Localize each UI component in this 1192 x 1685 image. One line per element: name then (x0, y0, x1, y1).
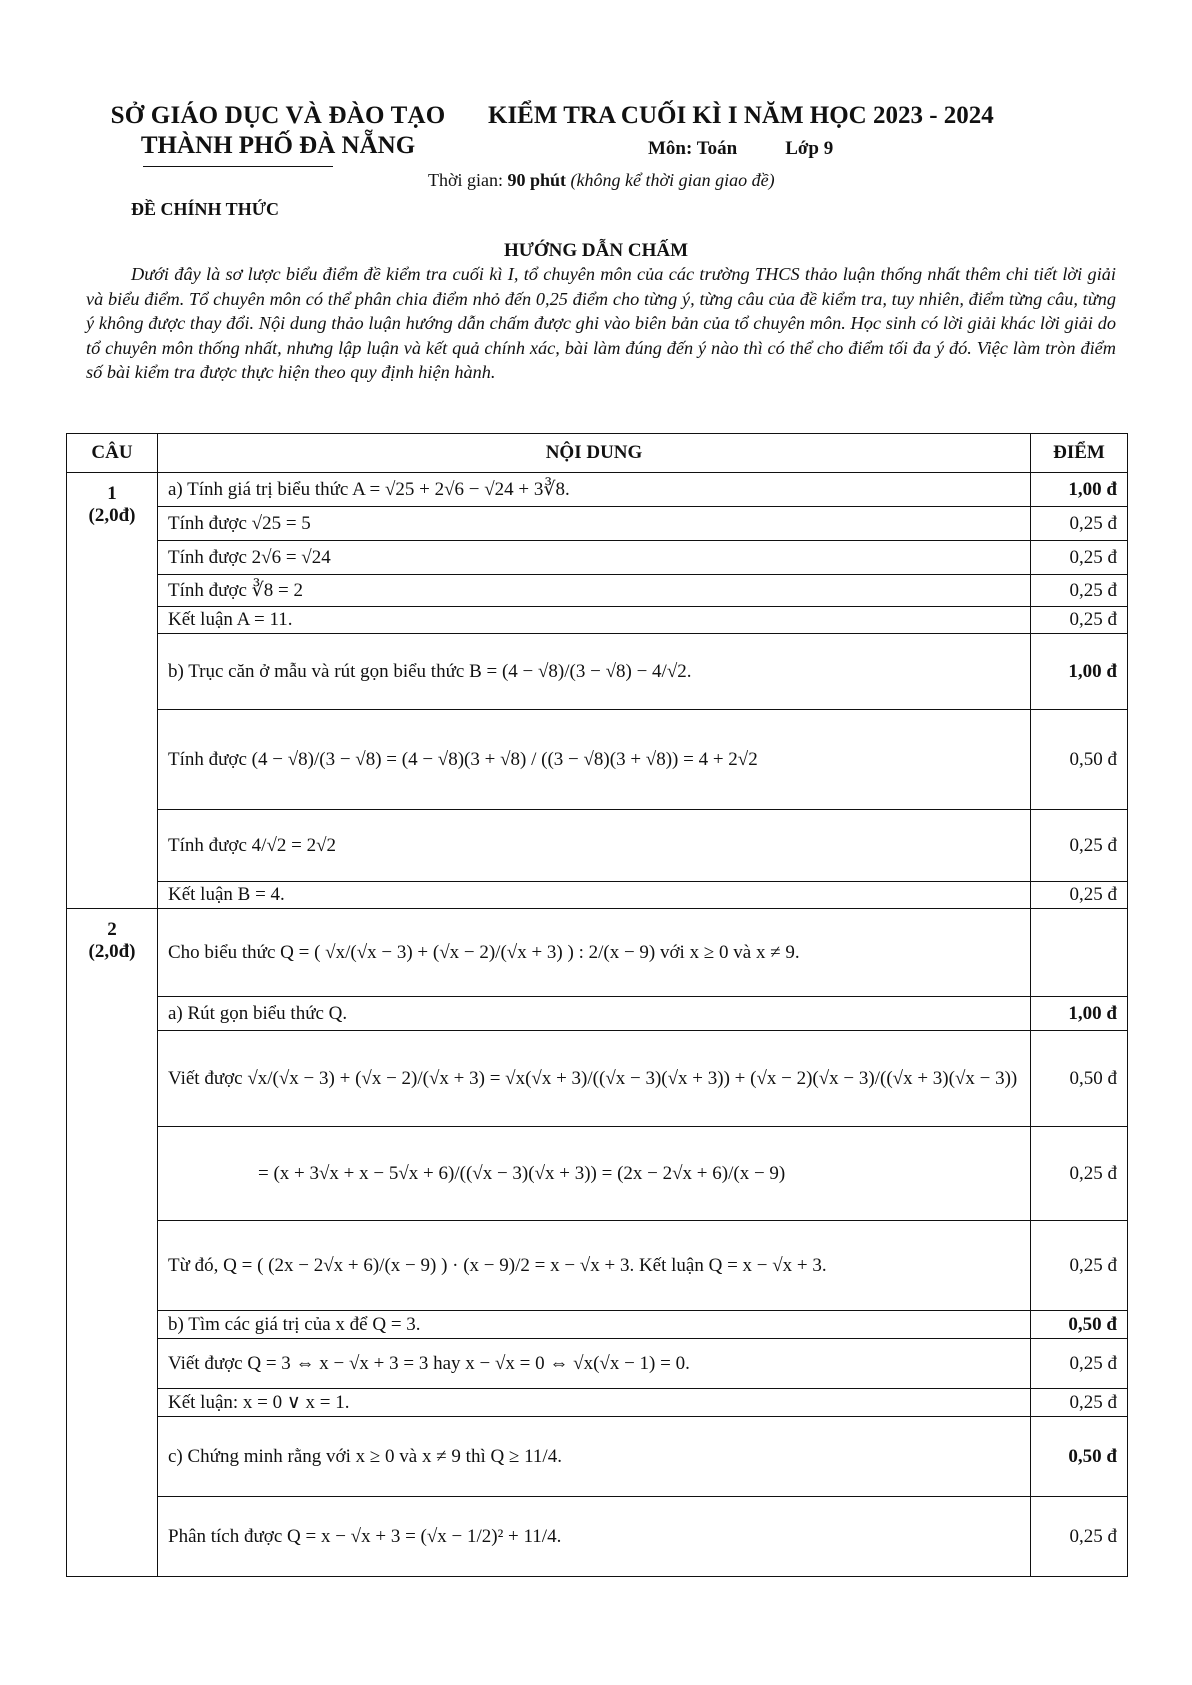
row-content: a) Rút gọn biểu thức Q. (158, 997, 1031, 1031)
table-row (67, 507, 1128, 541)
row-score: 1,00 đ (1031, 634, 1128, 710)
row-content: Tính được √25 = 5 (158, 507, 1031, 541)
row-score: 0,50 đ (1031, 710, 1128, 810)
question-1-cell (67, 473, 158, 909)
row-score: 0,50 đ (1031, 1031, 1128, 1127)
row-score: 0,25 đ (1031, 541, 1128, 575)
question-points: (2,0đ) (88, 941, 136, 962)
row-content: Tính được 2√6 = √24 (158, 541, 1031, 575)
table-row (67, 473, 1128, 507)
row-content: Tính được (4 − √8)/(3 − √8) = (4 − √8)(3 + √8) / ((3 − √8)(3 + √8)) = 4 + 2√2 (158, 710, 1031, 810)
time-note: (không kể thời gian giao đề) (570, 170, 775, 190)
table-row (67, 710, 1128, 810)
row-content: Viết được Q = 3 ⇔ x − √x + 3 = 3 hay x − √x = 0 ⇔ √x(√x − 1) = 0. (158, 1339, 1031, 1389)
row-score: 0,25 đ (1031, 1339, 1128, 1389)
time-label: Thời gian: (428, 170, 504, 190)
table-row (67, 1497, 1128, 1577)
row-score: 0,25 đ (1031, 810, 1128, 882)
question-number: 1 (107, 483, 117, 504)
row-content: Kết luận B = 4. (158, 882, 1031, 909)
time-line (428, 170, 775, 191)
row-content: Tính được 4/√2 = 2√2 (158, 810, 1031, 882)
row-score (1031, 909, 1128, 997)
row-score: 0,25 đ (1031, 882, 1128, 909)
subject-grade-line (488, 138, 1048, 160)
row-content: Kết luận: x = 0 ∨ x = 1. (158, 1389, 1031, 1417)
table-row (67, 1417, 1128, 1497)
grading-table (66, 433, 1128, 1577)
table-row (67, 575, 1128, 607)
row-score: 0,25 đ (1031, 607, 1128, 634)
question-number: 2 (107, 919, 117, 940)
table-row (67, 1311, 1128, 1339)
row-score: 0,50 đ (1031, 1311, 1128, 1339)
subject-label: Môn: Toán (648, 138, 738, 159)
row-content: Từ đó, Q = ( (2x − 2√x + 6)/(x − 9) ) · (x − 9)/2 = x − √x + 3. Kết luận Q = x − √x + 3. (158, 1221, 1031, 1311)
row-score: 0,25 đ (1031, 1497, 1128, 1577)
exam-header (488, 102, 1048, 160)
table-row (67, 882, 1128, 909)
table-row (67, 1031, 1128, 1127)
row-content: b) Trục căn ở mẫu và rút gọn biểu thức B = (4 − √8)/(3 − √8) − 4/√2. (158, 634, 1031, 710)
question-points: (2,0đ) (88, 505, 136, 526)
row-score: 0,25 đ (1031, 1127, 1128, 1221)
table-row (67, 1127, 1128, 1221)
table-row (67, 541, 1128, 575)
row-score: 0,25 đ (1031, 1221, 1128, 1311)
grade-label: Lớp 9 (785, 138, 834, 159)
row-content: = (x + 3√x + x − 5√x + 6)/((√x − 3)(√x + 3)) = (2x − 2√x + 6)/(x − 9) (158, 1127, 1031, 1221)
row-content: Tính được ∛8 = 2 (158, 575, 1031, 607)
official-label: ĐỀ CHÍNH THỨC (131, 199, 280, 219)
row-content: Phân tích được Q = x − √x + 3 = (√x − 1/2)² + 11/4. (158, 1497, 1031, 1577)
table-row (67, 634, 1128, 710)
row-content: a) Tính giá trị biểu thức A = √25 + 2√6 − √24 + 3∛8. (158, 473, 1031, 507)
table-row (67, 607, 1128, 634)
table-row (67, 909, 1128, 997)
city-name: THÀNH PHỐ ĐÀ NẴNG (140, 132, 416, 159)
department-name: SỞ GIÁO DỤC VÀ ĐÀO TẠO (110, 102, 446, 129)
row-content: Cho biểu thức Q = ( √x/(√x − 3) + (√x − 2)/(√x + 3) ) : 2/(x − 9) với x ≥ 0 và x ≠ 9. (158, 909, 1031, 997)
header-underline (143, 166, 333, 167)
header-content: NỘI DUNG (158, 434, 1031, 473)
row-score: 0,25 đ (1031, 507, 1128, 541)
table-row (67, 810, 1128, 882)
table-row (67, 1389, 1128, 1417)
guide-title: HƯỚNG DẪN CHẤM (504, 240, 688, 261)
row-content: Kết luận A = 11. (158, 607, 1031, 634)
department-header (88, 102, 468, 167)
row-content: c) Chứng minh rằng với x ≥ 0 và x ≠ 9 thì Q ≥ 11/4. (158, 1417, 1031, 1497)
row-content: b) Tìm các giá trị của x để Q = 3. (158, 1311, 1031, 1339)
table-row (67, 1339, 1128, 1389)
row-score: 0,50 đ (1031, 1417, 1128, 1497)
time-value: 90 phút (507, 170, 567, 190)
table-row (67, 1221, 1128, 1311)
row-score: 0,25 đ (1031, 1389, 1128, 1417)
intro-paragraph: Dưới đây là sơ lược biểu điểm đề kiểm tra cuối kì I, tổ chuyên môn của các trường THCS thảo luận thống nhất thêm chi tiết lời giải và biểu điểm. Tổ chuyên môn có thể phân chia điểm nhỏ đến 0,25 điểm cho từng ý, từng câu của đề kiểm tra, tuy nhiên, điểm từng câu, từng ý không được thay đổi. Nội dung thảo luận hướng dẫn chấm được ghi vào biên bản của tổ chuyên môn. Học sinh có lời giải khác lời giải do tổ chuyên môn thống nhất, nhưng lập luận và kết quả chính xác, bài làm đúng đến ý nào thì có thể cho điểm tối đa ý đó. Việc làm tròn điểm số bài kiểm tra được thực hiện theo quy định hiện hành. (86, 264, 1116, 382)
table-header-row (67, 434, 1128, 473)
header-score: ĐIỂM (1031, 434, 1128, 473)
row-content: Viết được √x/(√x − 3) + (√x − 2)/(√x + 3) = √x(√x + 3)/((√x − 3)(√x + 3)) + (√x − 2)(√x − 3)/((√x + 3)(√x − 3)) (158, 1031, 1031, 1127)
question-2-cell (67, 909, 158, 1577)
row-score: 1,00 đ (1031, 997, 1128, 1031)
table-row (67, 997, 1128, 1031)
row-score: 0,25 đ (1031, 575, 1128, 607)
row-score: 1,00 đ (1031, 473, 1128, 507)
header-cau: CÂU (67, 434, 158, 473)
exam-title: KIỂM TRA CUỐI KÌ I NĂM HỌC 2023 - 2024 (488, 102, 994, 129)
